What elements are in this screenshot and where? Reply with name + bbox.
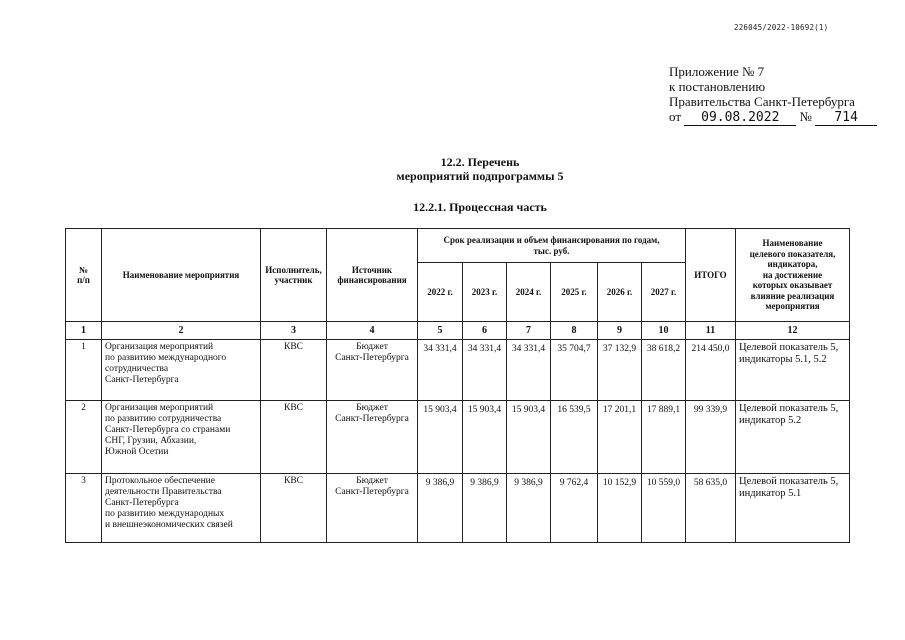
row-total: 214 450,0 xyxy=(686,340,736,401)
header-year: 2027 г. xyxy=(642,263,686,322)
section-title: 12.2.1. Процессная часть xyxy=(413,200,547,214)
row-value: 10 559,0 xyxy=(642,474,686,543)
column-number: 7 xyxy=(507,322,551,340)
measures-table xyxy=(65,228,850,543)
row-value: 34 331,4 xyxy=(463,340,507,401)
column-number: 12 xyxy=(736,322,850,340)
header-year: 2025 г. xyxy=(551,263,598,322)
row-target: Целевой показатель 5, индикатор 5.1 xyxy=(736,474,850,543)
appendix-date: 09.08.2022 xyxy=(684,110,796,126)
row-value: 9 386,9 xyxy=(463,474,507,543)
row-value: 9 386,9 xyxy=(507,474,551,543)
column-number: 9 xyxy=(598,322,642,340)
column-number: 3 xyxy=(261,322,327,340)
column-number: 2 xyxy=(102,322,261,340)
column-number: 10 xyxy=(642,322,686,340)
row-source: Бюджет Санкт-Петербурга xyxy=(327,474,418,543)
row-value: 16 539,5 xyxy=(551,401,598,474)
row-value: 15 903,4 xyxy=(463,401,507,474)
header-year: 2022 г. xyxy=(418,263,463,322)
header-name: Наименование мероприятия xyxy=(102,229,261,322)
header-source: Источник финансирования xyxy=(327,229,418,322)
table-row xyxy=(66,474,850,543)
header-year: 2026 г. xyxy=(598,263,642,322)
appendix-header xyxy=(669,64,877,126)
column-number: 5 xyxy=(418,322,463,340)
row-name: Организация мероприятий по развитию международного сотрудничества Санкт-Петербурга xyxy=(102,340,261,401)
document-stamp: 226045/2022-10692(1) xyxy=(734,23,829,32)
row-value: 9 386,9 xyxy=(418,474,463,543)
row-value: 34 331,4 xyxy=(418,340,463,401)
row-target: Целевой показатель 5, индикаторы 5.1, 5.2 xyxy=(736,340,850,401)
page-subtitle: мероприятий подпрограммы 5 xyxy=(396,169,564,183)
row-total: 58 635,0 xyxy=(686,474,736,543)
row-name: Протокольное обеспечение деятельности Правительства Санкт-Петербурга по развитию международных и внешнеэкономических связей xyxy=(102,474,261,543)
header-total: ИТОГО xyxy=(686,229,736,322)
row-value: 34 331,4 xyxy=(507,340,551,401)
table-row xyxy=(66,340,850,401)
row-executor: КВС xyxy=(261,401,327,474)
column-number: 1 xyxy=(66,322,102,340)
row-value: 10 152,9 xyxy=(598,474,642,543)
row-total: 99 339,9 xyxy=(686,401,736,474)
row-value: 15 903,4 xyxy=(418,401,463,474)
appendix-line-1: Приложение № 7 xyxy=(669,64,765,79)
header-period: Срок реализации и объем финансирования по годам, тыс. руб. xyxy=(418,229,686,263)
header-target: Наименование целевого показателя, индикатора, на достижение которых оказывает влияние реализация мероприятия xyxy=(736,229,850,322)
row-num: 3 xyxy=(66,474,102,543)
header-year: 2023 г. xyxy=(463,263,507,322)
page-title: 12.2. Перечень xyxy=(440,155,520,169)
column-number: 11 xyxy=(686,322,736,340)
header-num: № п/п xyxy=(66,229,102,322)
row-source: Бюджет Санкт-Петербурга xyxy=(327,401,418,474)
appendix-number: 714 xyxy=(815,110,877,126)
row-num: 1 xyxy=(66,340,102,401)
row-executor: КВС xyxy=(261,474,327,543)
row-num: 2 xyxy=(66,401,102,474)
column-number: 6 xyxy=(463,322,507,340)
column-number: 4 xyxy=(327,322,418,340)
row-name: Организация мероприятий по развитию сотрудничества Санкт-Петербурга со странами СНГ, Грузии, Абхазии, Южной Осетии xyxy=(102,401,261,474)
appendix-date-line xyxy=(669,109,877,126)
row-value: 17 201,1 xyxy=(598,401,642,474)
row-value: 17 889,1 xyxy=(642,401,686,474)
header-executor: Исполнитель, участник xyxy=(261,229,327,322)
table-row xyxy=(66,401,850,474)
table-header-row xyxy=(66,229,850,263)
appendix-line-2: к постановлению xyxy=(669,79,766,94)
row-value: 9 762,4 xyxy=(551,474,598,543)
row-value: 37 132,9 xyxy=(598,340,642,401)
row-source: Бюджет Санкт-Петербурга xyxy=(327,340,418,401)
number-prefix: № xyxy=(799,109,812,124)
row-value: 38 618,2 xyxy=(642,340,686,401)
row-target: Целевой показатель 5, индикатор 5.2 xyxy=(736,401,850,474)
header-year: 2024 г. xyxy=(507,263,551,322)
row-executor: КВС xyxy=(261,340,327,401)
column-number: 8 xyxy=(551,322,598,340)
row-value: 15 903,4 xyxy=(507,401,551,474)
date-prefix: от xyxy=(669,109,682,124)
appendix-line-3: Правительства Санкт-Петербурга xyxy=(669,94,855,109)
row-value: 35 704,7 xyxy=(551,340,598,401)
column-number-row xyxy=(66,322,850,340)
